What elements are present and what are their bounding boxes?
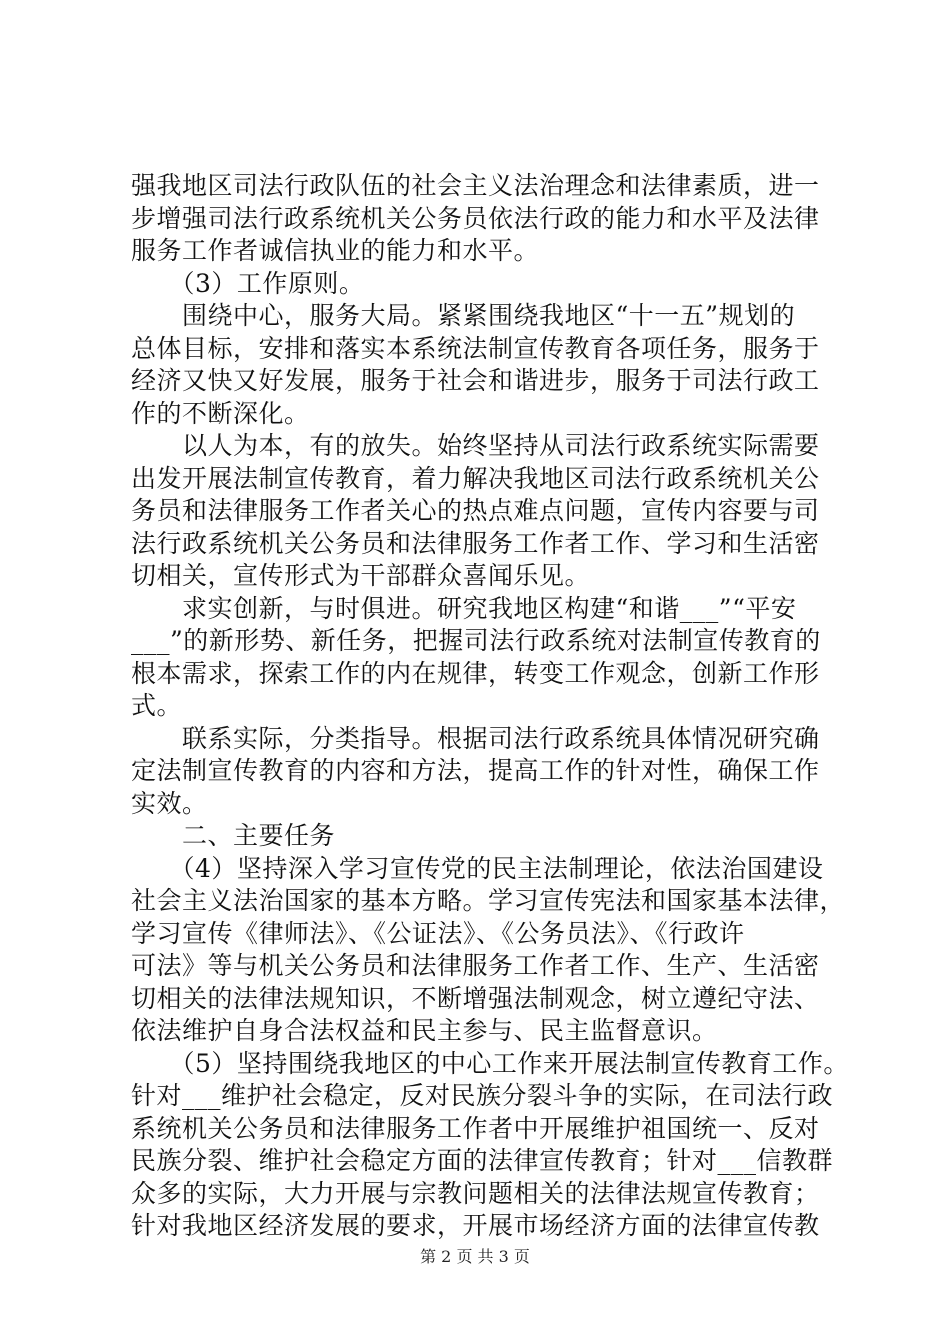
text-line: 民族分裂、维护社会稳定方面的法律宣传教育；针对___信教群 (131, 1146, 834, 1175)
text-line: 依法维护自身合法权益和民主参与、民主监督意识。 (131, 1016, 718, 1045)
text-line: （5）坚持围绕我地区的中心工作来开展法制宣传教育工作。 (131, 1048, 849, 1078)
text-line: 求实创新，与时俱进。研究我地区构建“和谐___”“平安 (131, 593, 797, 623)
text-line: 定法制宣传教育的内容和方法，提高工作的针对性，确保工作 (131, 756, 820, 785)
text-line: 切相关的法律法规知识，不断增强法制观念，树立遵纪守法、 (131, 983, 820, 1013)
text-line: 社会主义法治国家的基本方略。学习宣传宪法和国家基本法律， (131, 886, 846, 915)
text-line: 强我地区司法行政队伍的社会主义法治理念和法律素质，进一 (131, 171, 820, 200)
text-line: 系统机关公务员和法律服务工作者中开展维护祖国统一、反对 (131, 1113, 820, 1143)
text-line: 学习宣传《律师法》、《公证法》、《公务员法》、《行政许 (131, 918, 745, 948)
text-line: 围绕中心，服务大局。紧紧围绕我地区“十一五”规划的 (131, 301, 796, 330)
text-line: 式。 (131, 691, 183, 720)
text-line: （4）坚持深入学习宣传党的民主法制理论，依法治国建设 (131, 853, 824, 883)
text-line: 众多的实际，大力开展与宗教问题相关的法律法规宣传教育； (131, 1178, 820, 1208)
text-line: 联系实际，分类指导。根据司法行政系统具体情况研究确 (131, 723, 820, 753)
text-line: 实效。 (131, 788, 208, 818)
text-line: 经济又快又好发展，服务于社会和谐进步，服务于司法行政工 (131, 366, 820, 395)
text-line: 可法》等与机关公务员和法律服务工作者工作、生产、生活密 (131, 951, 820, 980)
section-heading: （3）工作原则。 (131, 268, 365, 298)
text-line: 以人为本，有的放失。始终坚持从司法行政系统实际需要 (131, 431, 820, 460)
text-line: 服务工作者诚信执业的能力和水平。 (131, 236, 540, 265)
text-line: 针对我地区经济发展的要求，开展市场经济方面的法律宣传教 (131, 1211, 820, 1240)
text-line: 务员和法律服务工作者关心的热点难点问题，宣传内容要与司 (131, 496, 820, 525)
text-line: 法行政系统机关公务员和法律服务工作者工作、学习和生活密 (131, 528, 820, 558)
text-line: 切相关，宣传形式为干部群众喜闻乐见。 (131, 561, 591, 590)
page-number-footer: 第 2 页 共 3 页 (420, 1247, 530, 1266)
text-line: 针对___维护社会稳定，反对民族分裂斗争的实际，在司法行政 (131, 1081, 834, 1110)
text-line: 作的不断深化。 (131, 398, 310, 428)
text-line: 根本需求，探索工作的内在规律，转变工作观念，创新工作形 (131, 658, 820, 688)
text-line: 出发开展法制宣传教育，着力解决我地区司法行政系统机关公 (131, 463, 820, 493)
text-line: 总体目标，安排和落实本系统法制宣传教育各项任务，服务于 (131, 333, 820, 363)
text-line: ___”的新形势、新任务，把握司法行政系统对法制宣传教育的 (131, 626, 821, 655)
text-line: 步增强司法行政系统机关公务员依法行政的能力和水平及法律 (131, 203, 820, 233)
body-text (131, 170, 849, 1243)
section-heading: 二、主要任务 (131, 821, 336, 850)
